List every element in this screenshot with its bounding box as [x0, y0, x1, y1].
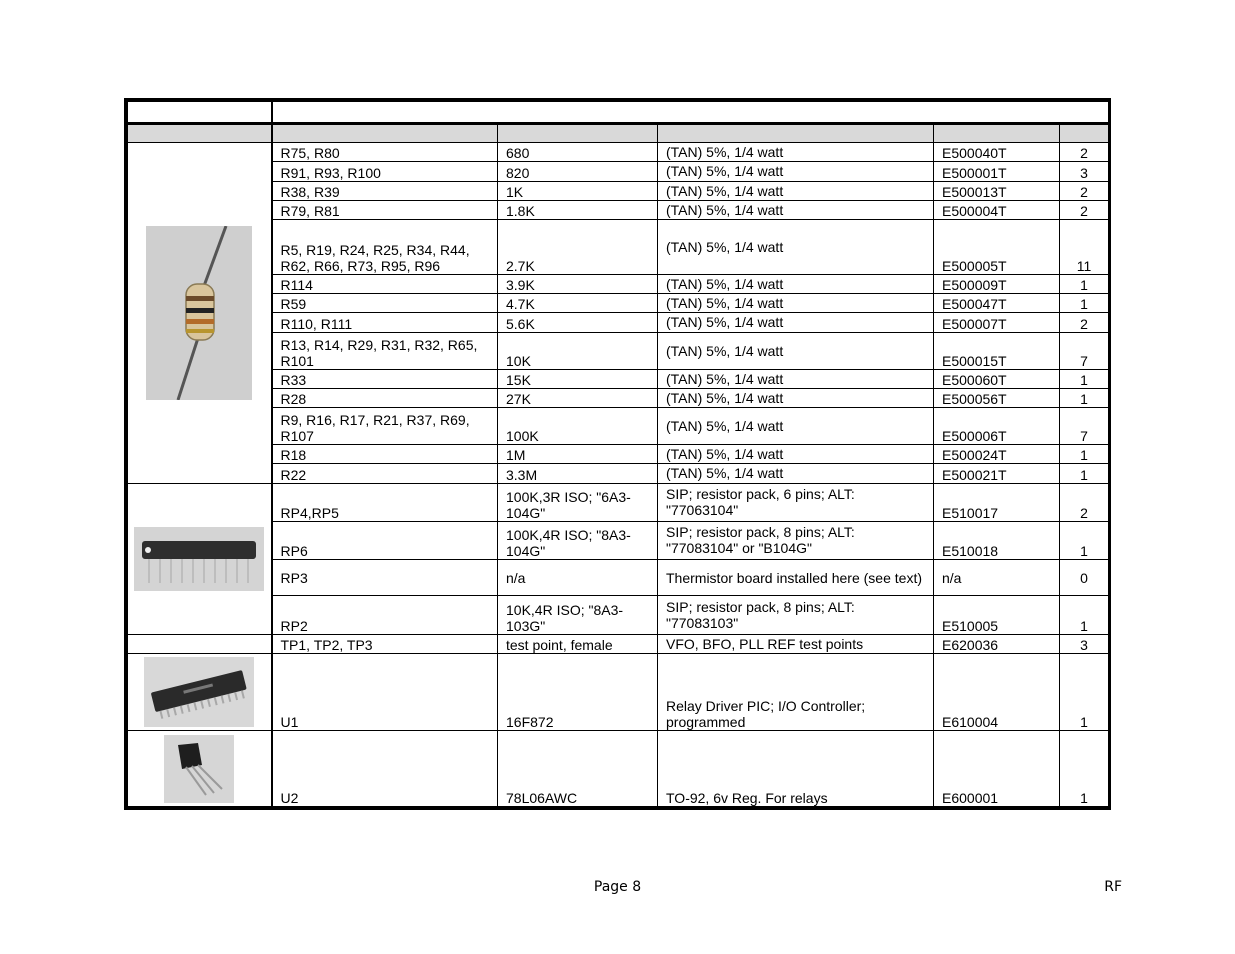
ref-cell: U2 — [272, 731, 498, 807]
quantity-cell: 1 — [1060, 464, 1109, 483]
description-cell: (TAN) 5%, 1/4 watt — [658, 275, 934, 294]
page-number: Page 8 — [593, 879, 642, 895]
description-cell: (TAN) 5%, 1/4 watt — [658, 313, 934, 332]
part-number-cell: E510017 — [934, 483, 1060, 521]
quantity-cell: 1 — [1060, 521, 1109, 559]
part-number-cell: E610004 — [934, 653, 1060, 731]
part-number-cell: E500060T — [934, 369, 1060, 388]
ic-chip-image-cell — [128, 653, 272, 731]
title-cell-right — [272, 102, 1109, 124]
part-number-cell: E500006T — [934, 408, 1060, 445]
ref-cell: R59 — [272, 294, 498, 313]
resistor-pack-image-cell — [128, 483, 272, 634]
table-row — [128, 483, 1109, 521]
ref-cell: U1 — [272, 653, 498, 731]
quantity-cell: 11 — [1060, 219, 1109, 274]
quantity-cell: 1 — [1060, 596, 1109, 634]
part-number-cell: E500015T — [934, 332, 1060, 369]
quantity-cell: 2 — [1060, 313, 1109, 332]
table-row — [128, 200, 1109, 219]
table-row — [128, 143, 1109, 162]
ref-cell: R5, R19, R24, R25, R34, R44, R62, R66, R73, R95, R96 — [272, 219, 498, 274]
description-cell: (TAN) 5%, 1/4 watt — [658, 408, 934, 445]
value-cell: 78L06AWC — [498, 731, 658, 807]
table-row — [128, 369, 1109, 388]
value-cell: 1K — [498, 181, 658, 200]
quantity-cell: 7 — [1060, 408, 1109, 445]
ref-cell: R91, R93, R100 — [272, 162, 498, 181]
quantity-cell: 2 — [1060, 143, 1109, 162]
ref-cell: RP2 — [272, 596, 498, 634]
quantity-cell: 2 — [1060, 200, 1109, 219]
description-cell: (TAN) 5%, 1/4 watt — [658, 388, 934, 407]
description-cell: (TAN) 5%, 1/4 watt — [658, 219, 934, 274]
value-cell: test point, female — [498, 634, 658, 653]
parts-list-table — [124, 98, 1111, 810]
description-cell: SIP; resistor pack, 8 pins; ALT: "77083104" or "B104G" — [658, 521, 934, 559]
value-cell: 1.8K — [498, 200, 658, 219]
ref-cell: R13, R14, R29, R31, R32, R65, R101 — [272, 332, 498, 369]
table-row — [128, 181, 1109, 200]
empty-image-cell — [128, 634, 272, 653]
resistor-image — [146, 226, 252, 400]
transistor-image-cell — [128, 731, 272, 807]
value-cell: 3.3M — [498, 464, 658, 483]
description-cell: (TAN) 5%, 1/4 watt — [658, 369, 934, 388]
table-header-row — [128, 124, 1109, 143]
value-cell: 1M — [498, 445, 658, 464]
value-cell: 680 — [498, 143, 658, 162]
description-cell: SIP; resistor pack, 8 pins; ALT: "77083103" — [658, 596, 934, 634]
table-row — [128, 731, 1109, 807]
table-row — [128, 219, 1109, 274]
description-cell: (TAN) 5%, 1/4 watt — [658, 332, 934, 369]
header-cell-reference — [272, 124, 498, 143]
part-number-cell: E500040T — [934, 143, 1060, 162]
header-cell-part-number — [934, 124, 1060, 143]
description-cell: (TAN) 5%, 1/4 watt — [658, 445, 934, 464]
part-number-cell: n/a — [934, 560, 1060, 596]
table-row — [128, 275, 1109, 294]
ref-cell: RP4,RP5 — [272, 483, 498, 521]
part-number-cell: E500007T — [934, 313, 1060, 332]
value-cell: 4.7K — [498, 294, 658, 313]
table-row — [128, 560, 1109, 596]
ic-chip-image — [144, 657, 254, 727]
footer-section-label: RF — [1104, 879, 1122, 895]
part-number-cell: E600001 — [934, 731, 1060, 807]
part-number-cell: E510005 — [934, 596, 1060, 634]
table-row — [128, 313, 1109, 332]
quantity-cell: 1 — [1060, 388, 1109, 407]
value-cell: 10K — [498, 332, 658, 369]
transistor-image — [164, 735, 234, 803]
quantity-cell: 1 — [1060, 369, 1109, 388]
part-number-cell: E500056T — [934, 388, 1060, 407]
header-cell-description — [658, 124, 934, 143]
ref-cell: R75, R80 — [272, 143, 498, 162]
description-cell: (TAN) 5%, 1/4 watt — [658, 200, 934, 219]
ref-cell: R28 — [272, 388, 498, 407]
value-cell: 3.9K — [498, 275, 658, 294]
table-row — [128, 294, 1109, 313]
ref-cell: R114 — [272, 275, 498, 294]
description-cell: (TAN) 5%, 1/4 watt — [658, 464, 934, 483]
ref-cell: R22 — [272, 464, 498, 483]
value-cell: 820 — [498, 162, 658, 181]
value-cell: 15K — [498, 369, 658, 388]
ref-cell: R33 — [272, 369, 498, 388]
part-number-cell: E500047T — [934, 294, 1060, 313]
description-cell: (TAN) 5%, 1/4 watt — [658, 181, 934, 200]
header-cell-quantity — [1060, 124, 1109, 143]
table-title-row — [128, 102, 1109, 124]
ref-cell: TP1, TP2, TP3 — [272, 634, 498, 653]
description-cell: TO-92, 6v Reg. For relays — [658, 731, 934, 807]
value-cell: 27K — [498, 388, 658, 407]
table-row — [128, 408, 1109, 445]
description-cell: Thermistor board installed here (see text) — [658, 560, 934, 596]
part-number-cell: E500021T — [934, 464, 1060, 483]
table-row — [128, 634, 1109, 653]
value-cell: 100K,3R ISO; "6A3-104G" — [498, 483, 658, 521]
table-row — [128, 653, 1109, 731]
table-row — [128, 445, 1109, 464]
description-cell: (TAN) 5%, 1/4 watt — [658, 294, 934, 313]
description-cell: (TAN) 5%, 1/4 watt — [658, 143, 934, 162]
table-row — [128, 596, 1109, 634]
part-number-cell: E500005T — [934, 219, 1060, 274]
value-cell: 100K — [498, 408, 658, 445]
description-cell: SIP; resistor pack, 6 pins; ALT: "77063104" — [658, 483, 934, 521]
table-row — [128, 162, 1109, 181]
quantity-cell: 3 — [1060, 634, 1109, 653]
quantity-cell: 1 — [1060, 275, 1109, 294]
part-number-cell: E500004T — [934, 200, 1060, 219]
ref-cell: R9, R16, R17, R21, R37, R69, R107 — [272, 408, 498, 445]
ref-cell: R79, R81 — [272, 200, 498, 219]
value-cell: 10K,4R ISO; "8A3-103G" — [498, 596, 658, 634]
quantity-cell: 1 — [1060, 731, 1109, 807]
quantity-cell: 2 — [1060, 483, 1109, 521]
part-number-cell: E500009T — [934, 275, 1060, 294]
quantity-cell: 0 — [1060, 560, 1109, 596]
table-row — [128, 464, 1109, 483]
value-cell: n/a — [498, 560, 658, 596]
ref-cell: RP3 — [272, 560, 498, 596]
quantity-cell: 1 — [1060, 294, 1109, 313]
value-cell: 5.6K — [498, 313, 658, 332]
description-cell: (TAN) 5%, 1/4 watt — [658, 162, 934, 181]
ref-cell: R18 — [272, 445, 498, 464]
table-row — [128, 388, 1109, 407]
resistor-pack-image — [134, 527, 264, 591]
part-number-cell: E620036 — [934, 634, 1060, 653]
ref-cell: RP6 — [272, 521, 498, 559]
header-cell-value — [498, 124, 658, 143]
part-number-cell: E510018 — [934, 521, 1060, 559]
table-row — [128, 521, 1109, 559]
title-cell-left — [128, 102, 272, 124]
part-number-cell: E500024T — [934, 445, 1060, 464]
value-cell: 2.7K — [498, 219, 658, 274]
value-cell: 100K,4R ISO; "8A3-104G" — [498, 521, 658, 559]
quantity-cell: 1 — [1060, 653, 1109, 731]
description-cell: Relay Driver PIC; I/O Controller; programmed — [658, 653, 934, 731]
part-number-cell: E500013T — [934, 181, 1060, 200]
table-row — [128, 332, 1109, 369]
description-cell: VFO, BFO, PLL REF test points — [658, 634, 934, 653]
quantity-cell: 1 — [1060, 445, 1109, 464]
quantity-cell: 7 — [1060, 332, 1109, 369]
quantity-cell: 2 — [1060, 181, 1109, 200]
ref-cell: R38, R39 — [272, 181, 498, 200]
resistor-image-cell — [128, 143, 272, 483]
ref-cell: R110, R111 — [272, 313, 498, 332]
value-cell: 16F872 — [498, 653, 658, 731]
part-number-cell: E500001T — [934, 162, 1060, 181]
header-cell-picture — [128, 124, 272, 143]
quantity-cell: 3 — [1060, 162, 1109, 181]
